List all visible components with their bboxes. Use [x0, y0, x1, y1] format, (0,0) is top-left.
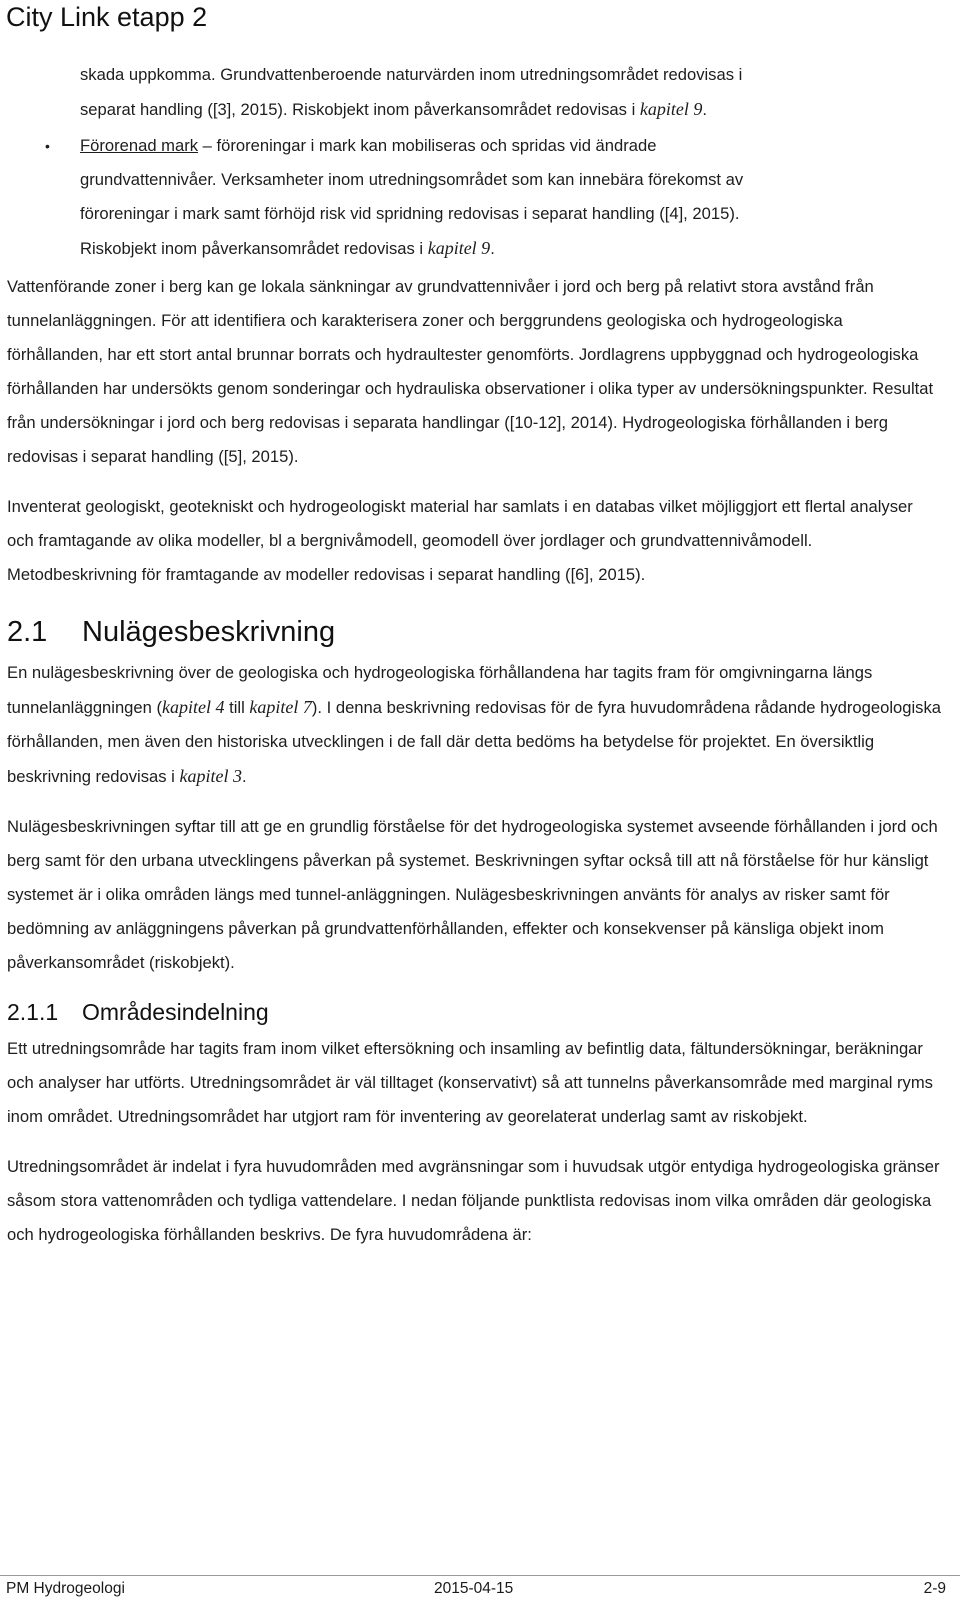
bullet-line: Riskobjekt inom påverkansområdet redovisas i kapitel 9. — [80, 238, 495, 258]
polluted-land-link[interactable]: Förorenad mark — [80, 136, 199, 155]
paragraph: En nulägesbeskrivning över de geologiska och hydrogeologiska förhållandena har tagits fram för omgivningarna längs tunnelanläggningen (kapitel 4 till kapitel 7). I denna beskrivning redovisas för de fyra huvudområdena rådande hydrogeologiska förhållanden, men även den historiska utvecklingen i de fall där detta bedöms ha betydelse för projektet. En översiktlig beskrivning redovisas i kapitel 3. — [7, 663, 941, 786]
paragraph: Utredningsområdet är indelat i fyra huvudområden med avgränsningar som i huvudsak utgör entydiga hydrogeologiska gränser såsom stora vattenområden och tydliga vattendelare. I nedan följande punktlista redovisas inom vilka områden där geologiska och hydrogeologiska förhållanden beskrivs. De fyra huvudområdena är: — [7, 1157, 940, 1244]
bullet-line: föroreningar i mark samt förhöjd risk vid spridning redovisas i separat handling ([4], 2015). — [80, 204, 740, 223]
paragraph: Ett utredningsområde har tagits fram inom vilket eftersökning och insamling av befintlig data, fältundersökningar, beräkningar och analyser har utförts. Utredningsområdet är väl tilltaget (konservativt) så att tunnelns påverkansområde med marginal ryms inom området. Utredningsområdet har utgjort ram för inventering av georelaterat underlag samt av riskobjekt. — [7, 1039, 933, 1126]
bullet-icon: • — [45, 138, 50, 154]
footer-page-number: 2-9 — [923, 1580, 946, 1597]
bullet-continuation — [80, 58, 942, 127]
chapter-reference[interactable]: kapitel 9 — [427, 238, 491, 258]
bullet-line: separat handling ([3], 2015). Riskobjekt inom påverkansområdet redovisas i kapitel 9. — [80, 99, 707, 119]
document-body — [7, 58, 942, 1252]
chapter-reference[interactable]: kapitel 4 — [162, 697, 225, 717]
section-title: Nulägesbeskrivning — [82, 616, 336, 648]
subsection-heading — [7, 996, 942, 1028]
footer-divider — [0, 1575, 960, 1576]
chapter-reference[interactable]: kapitel 3 — [179, 766, 242, 786]
chapter-reference[interactable]: kapitel 7 — [249, 697, 312, 717]
subsection-number: 2.1.1 — [7, 999, 59, 1025]
section-number: 2.1 — [7, 616, 48, 648]
page-header-title: City Link etapp 2 — [6, 2, 208, 32]
footer-document-name: PM Hydrogeologi — [6, 1580, 125, 1597]
paragraph: Nulägesbeskrivningen syftar till att ge en grundlig förståelse för det hydrogeologiska systemet avseende förhållanden i jord och berg samt för den urbana utvecklingens påverkan på systemet. Beskrivningen syftar också till att nå förståelse för hur känsligt systemet är i olika områden längs med tunnel-anläggningen. Nulägesbeskrivningen använts för analys av risker samt för bedömning av anläggningens påverkan på grundvattenförhållanden, effekter och konsekvenser på känsliga objekt inom påverkansområdet (riskobjekt). — [7, 817, 938, 972]
footer-date: 2015-04-15 — [434, 1580, 514, 1597]
bullet-line: grundvattennivåer. Verksamheter inom utredningsområdet som kan innebära förekomst av — [80, 170, 744, 189]
paragraph: Inventerat geologiskt, geotekniskt och hydrogeologiskt material har samlats i en databas vilket möjliggjort ett flertal analyser och framtagande av olika modeller, bl a bergnivåmodell, geomodell över jordlager och grundvattennivåmodell. Metodbeskrivning för framtagande av modeller redovisas i separat handling ([6], 2015). — [7, 497, 913, 584]
chapter-reference[interactable]: kapitel 9 — [639, 99, 703, 119]
subsection-title: Områdesindelning — [82, 999, 269, 1025]
section-heading — [7, 612, 942, 652]
bullet-item: • Förorenad mark – föroreningar i mark kan mobiliseras och spridas vid ändrade grundvattennivåer. Verksamheter inom utredningsområdet som kan innebära förekomst av föroreningar i mark samt förhöjd risk vid spridning redovisas i separat handling ([4], 2015). Riskobjekt inom påverkansområdet redovisas i kapitel 9. — [80, 129, 942, 266]
paragraph: Vattenförande zoner i berg kan ge lokala sänkningar av grundvattennivåer i jord och berg på relativt stora avstånd från tunnelanläggningen. För att identifiera och karakterisera zoner och berggrundens geologiska och hydrogeologiska förhållanden, har ett stort antal brunnar borrats och hydraultester genomförts. Jordlagrens uppbyggnad och hydrogeologiska förhållanden har undersökts genom sonderingar och hydrauliska observationer i olika typer av undersökningspunkter. Resultat från undersökningar i jord och berg redovisas i separata handlingar ([10-12], 2014). Hydrogeologiska förhållanden i berg redovisas i separat handling ([5], 2015). — [7, 277, 934, 466]
bullet-line: skada uppkomma. Grundvattenberoende naturvärden inom utredningsområdet redovisas i — [80, 65, 743, 84]
